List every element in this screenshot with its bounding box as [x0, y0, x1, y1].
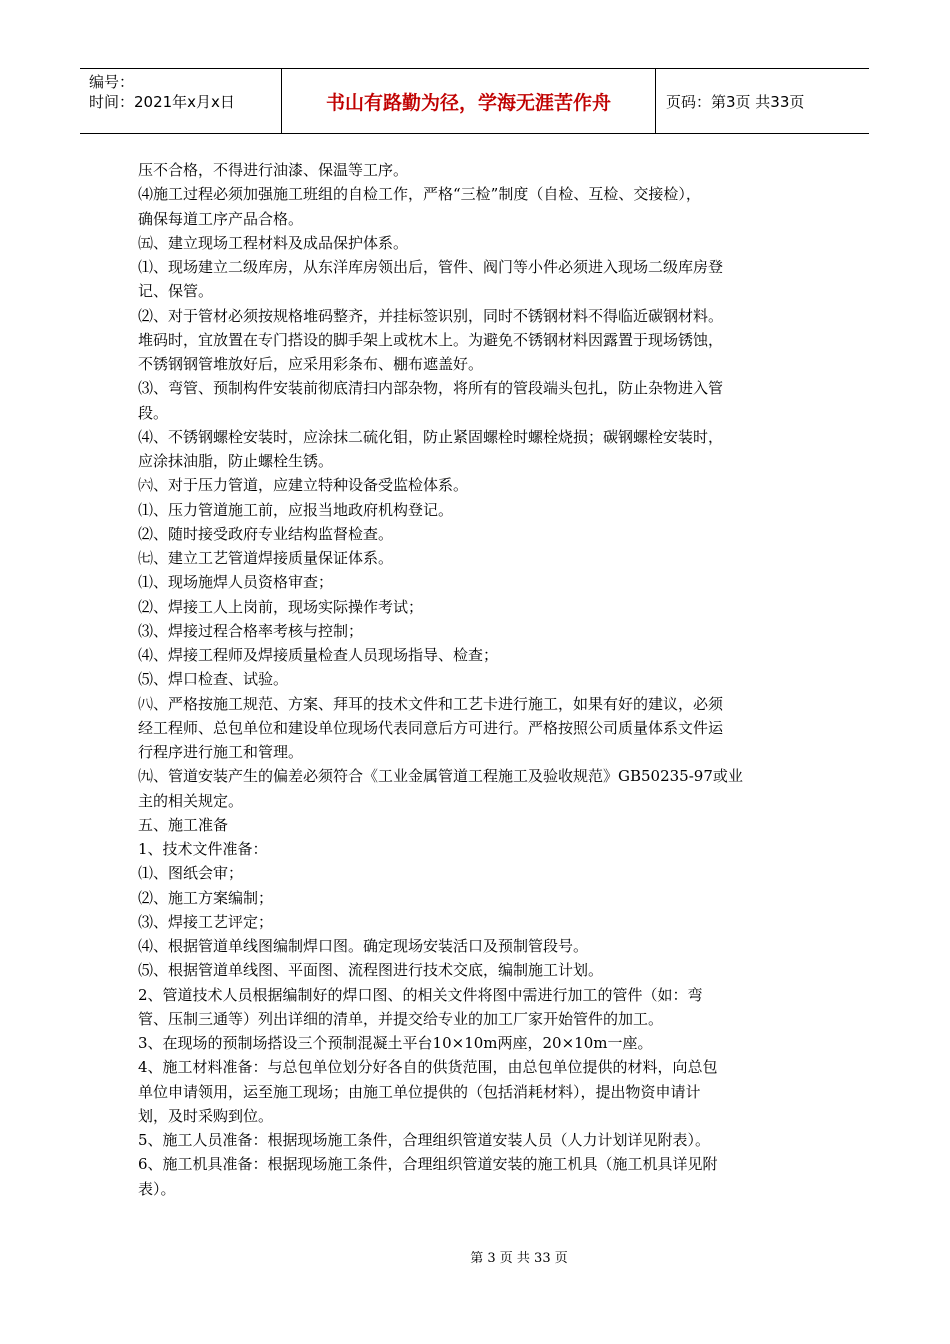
header-meta-cell: [80, 69, 282, 133]
text-line: 确保每道工序产品合格。: [138, 209, 304, 228]
text-line: ⑵、对于管材必须按规格堆码整齐，并挂标签识别，同时不锈钢材料不得临近碳钢材料。: [138, 306, 724, 325]
text-line: ⑷、不锈钢螺栓安装时，应涂抹二硫化钼，防止紧固螺栓时螺栓烧损；碳钢螺栓安装时，: [138, 427, 724, 446]
text-line: 1、技术文件准备：: [138, 840, 268, 858]
text-line: 记、保管。: [138, 282, 214, 301]
text-line: ⑷施工过程必须加强施工班组的自检工作，严格“三检”制度（自检、互检、交接检），: [138, 185, 701, 204]
text-line: ⑵、随时接受政府专业结构监督检查。: [138, 524, 394, 543]
text-line: 单位申请领用，运至施工现场；由施工单位提供的（包括消耗材料），提出物资申请计: [138, 1082, 701, 1101]
text-line: ⑴、现场施焊人员资格审查；: [138, 573, 334, 592]
text-line: ㈦、建立工艺管道焊接质量保证体系。: [138, 549, 394, 567]
text-line: 5、施工人员准备：根据现场施工条件，合理组织管道安装人员（人力计划详见附表）。: [138, 1131, 711, 1149]
text-line: 6、施工机具准备：根据现场施工条件，合理组织管道安装的施工机具（施工机具详见附: [138, 1155, 718, 1174]
page-info: 页码：第3页 共33页: [666, 92, 805, 111]
text-line: ⑶、焊接工艺评定；: [138, 912, 274, 931]
text-line: 经工程师、总包单位和建设单位现场代表同意后方可进行。严格按照公司质量体系文件运: [138, 718, 724, 737]
text-line: ⑶、弯管、预制构件安装前彻底清扫内部杂物，将所有的管段端头包扎，防止杂物进入管: [138, 379, 724, 398]
text-line: 应涂抹油脂，防止螺栓生锈。: [138, 452, 334, 470]
text-line: 3、在现场的预制场搭设三个预制混凝土平台10×10m两座，20×10m一座。: [138, 1034, 653, 1052]
text-line: 划，及时采购到位。: [138, 1106, 274, 1125]
date-line: 时间：2021年x月x日: [89, 93, 235, 111]
text-line: 2、管道技术人员根据编制好的焊口图、的相关文件将图中需进行加工的管件（如：弯: [138, 985, 703, 1004]
header-motto-cell: [282, 69, 656, 133]
text-line: 堆码时，宜放置在专门搭设的脚手架上或枕木上。为避免不锈钢材料因露置于现场锈蚀，: [138, 330, 724, 349]
text-line: ⑴、图纸会审；: [138, 864, 244, 883]
doc-number-label: 编号：: [89, 73, 135, 91]
text-line: 主的相关规定。: [138, 791, 244, 810]
text-line: ⑸、根据管道单线图、平面图、流程图进行技术交底，编制施工计划。: [138, 961, 604, 980]
motto-text: 书山有路勤为径，学海无涯苦作舟: [325, 91, 611, 114]
page-footer: 第 3 页 共 33 页: [470, 1251, 568, 1266]
text-line: ⑴、现场建立二级库房，从东洋库房领出后，管件、阀门等小件必须进入现场二级库房登: [138, 258, 724, 276]
text-line: ⑷、焊接工程师及焊接质量检查人员现场指导、检查；: [138, 646, 499, 664]
text-line: ⑷、根据管道单线图编制焊口图。确定现场安装活口及预制管段号。: [138, 937, 589, 955]
header-page-cell: [656, 69, 869, 133]
text-line: 表）。: [138, 1179, 176, 1198]
text-line: ㈤、建立现场工程材料及成品保护体系。: [138, 233, 409, 252]
document-body: [138, 158, 818, 1201]
text-line: ⑶、焊接过程合格率考核与控制；: [138, 621, 364, 640]
text-line: ㈧、严格按施工规范、方案、拜耳的技术文件和工艺卡进行施工，如果有好的建议，必须: [138, 694, 724, 713]
text-line: 不锈钢钢管堆放好后，应采用彩条布、棚布遮盖好。: [138, 355, 484, 373]
text-line: 管、压制三通等）列出详细的清单，并提交给专业的加工厂家开始管件的加工。: [138, 1009, 664, 1028]
text-line: ⑵、施工方案编制；: [138, 888, 274, 907]
text-line: ㈥、对于压力管道，应建立特种设备受监检体系。: [138, 476, 469, 495]
text-line: ⑵、焊接工人上岗前，现场实际操作考试；: [138, 597, 424, 616]
text-line: ⑴、压力管道施工前，应报当地政府机构登记。: [138, 500, 454, 519]
text-line: 行程序进行施工和管理。: [138, 743, 304, 761]
text-line: 压不合格，不得进行油漆、保温等工序。: [138, 161, 409, 179]
text-line: 段。: [138, 403, 169, 422]
text-line: ㈨、管道安装产生的偏差必须符合《工业金属管道工程施工及验收规范》GB50235-97或业: [138, 767, 743, 786]
text-line: ⑸、焊口检查、试验。: [138, 670, 289, 689]
page-header: [80, 68, 869, 134]
text-line: 五、施工准备: [138, 815, 229, 834]
text-line: 4、施工材料准备：与总包单位划分好各自的供货范围，由总包单位提供的材料，向总包: [138, 1058, 718, 1077]
